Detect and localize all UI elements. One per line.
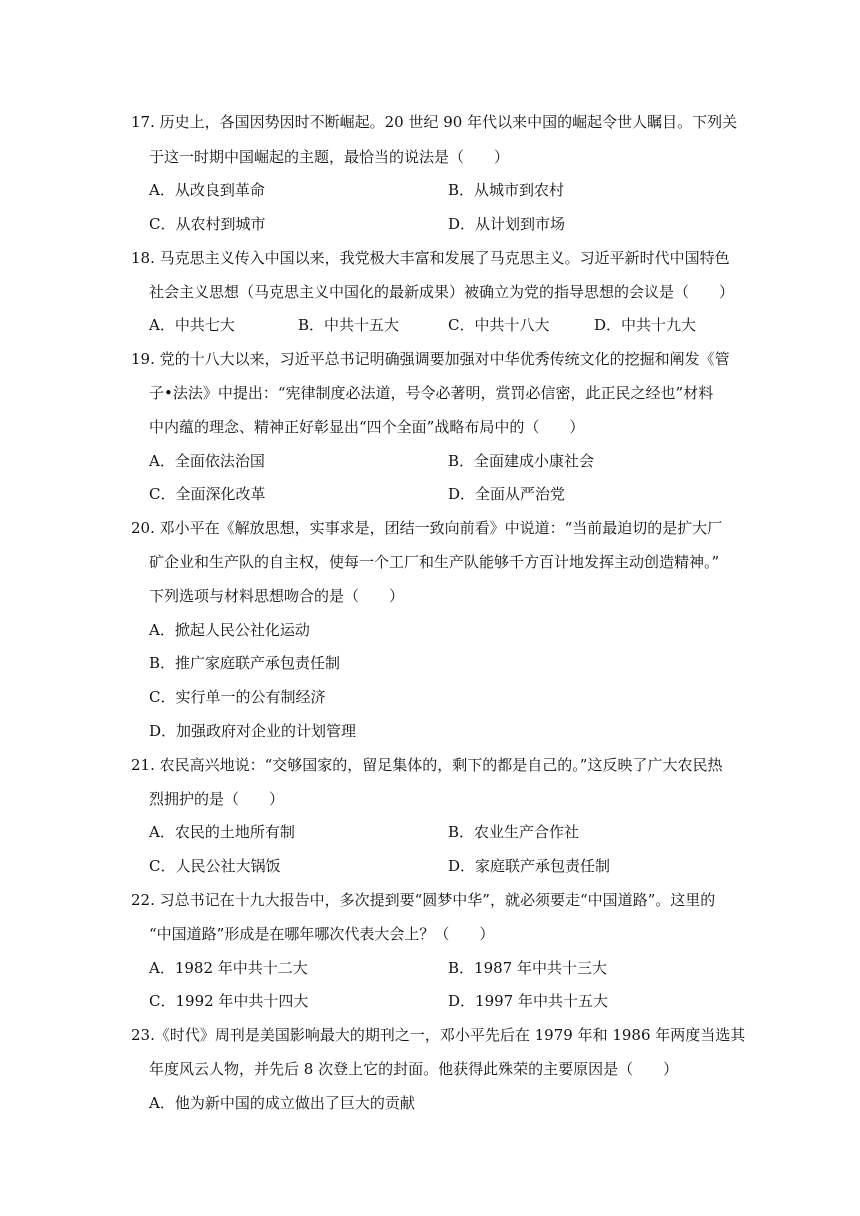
- question-20-option-b: B．推广家庭联产承包责任制: [149, 654, 341, 672]
- question-20-stem-line-2: 矿企业和生产队的自主权，使每一个工厂和生产队能够千方百计地发挥主动创造精神。”: [149, 553, 720, 571]
- question-18-option-b: B．中共十五大: [298, 316, 400, 334]
- question-21-stem-line-2: 烈拥护的是（ ）: [149, 790, 285, 808]
- question-18-option-d: D．中共十九大: [594, 316, 697, 334]
- question-17-option-c: C．从农村到城市: [149, 215, 266, 233]
- question-21-option-d: D．家庭联产承包责任制: [448, 857, 611, 875]
- question-19-stem-line-1: 19. 党的十八大以来，习近平总书记明确强调要加强对中华优秀传统文化的挖掘和阐发《管: [131, 350, 730, 368]
- question-23-option-a: A．他为新中国的成立做出了巨大的贡献: [149, 1094, 415, 1112]
- question-19-option-d: D．全面从严治党: [448, 485, 566, 503]
- question-21-option-b: B．农业生产合作社: [448, 823, 580, 841]
- question-22-stem-line-2: “中国道路”形成是在哪年哪次代表大会上？（ ）: [149, 925, 495, 943]
- question-20-option-c: C．实行单一的公有制经济: [149, 688, 326, 706]
- question-21-stem-line-1: 21. 农民高兴地说：“交够国家的，留足集体的，剩下的都是自己的。”这反映了广大农民热: [131, 756, 723, 774]
- question-18-stem-line-2: 社会主义思想（马克思主义中国化的最新成果）被确立为党的指导思想的会议是（ ）: [149, 283, 735, 301]
- question-19-stem-line-2: 子•法法》中提出：“宪律制度必法道，号令必著明，赏罚必信密，此正民之经也”材料: [149, 384, 714, 402]
- question-18-option-c: C．中共十八大: [448, 316, 550, 334]
- question-19-option-a: A．全面依法治国: [149, 452, 265, 470]
- question-20-stem-line-3: 下列选项与材料思想吻合的是（ ）: [149, 587, 405, 605]
- question-20-option-a: A．掀起人民公社化运动: [149, 621, 310, 639]
- question-20-option-d: D．加强政府对企业的计划管理: [149, 722, 357, 740]
- question-22-stem-line-1: 22. 习总书记在十九大报告中，多次提到要“圆梦中华”，就必须要走“中国道路”。这里的: [131, 891, 716, 909]
- question-18-stem-line-1: 18. 马克思主义传入中国以来，我党极大丰富和发展了马克思主义。习近平新时代中国特色: [131, 249, 730, 267]
- question-22-option-b: B．1987 年中共十三大: [448, 959, 607, 977]
- question-18-option-a: A．中共七大: [149, 316, 235, 334]
- question-22-option-d: D．1997 年中共十五大: [448, 992, 608, 1010]
- question-17-option-d: D．从计划到市场: [448, 215, 566, 233]
- question-23-stem-line-1: 23.《时代》周刊是美国影响最大的期刊之一，邓小平先后在 1979 年和 1986 年两度当选其: [131, 1026, 746, 1044]
- question-22-option-c: C．1992 年中共十四大: [149, 992, 309, 1010]
- question-17-stem-line-1: 17. 历史上，各国因势因时不断崛起。20 世纪 90 年代以来中国的崛起令世人瞩目。下列关: [131, 113, 738, 131]
- question-23-stem-line-2: 年度风云人物，并先后 8 次登上它的封面。他获得此殊荣的主要原因是（ ）: [149, 1060, 679, 1078]
- question-19-stem-line-3: 中内蕴的理念、精神正好彰显出“四个全面”战略布局中的（ ）: [149, 418, 585, 436]
- question-17-option-b: B．从城市到农村: [448, 181, 565, 199]
- question-17-option-a: A．从改良到革命: [149, 181, 265, 199]
- question-19-option-c: C．全面深化改革: [149, 485, 266, 503]
- question-17-stem-line-2: 于这一时期中国崛起的主题，最恰当的说法是（ ）: [149, 148, 510, 166]
- question-21-option-c: C．人民公社大锅饭: [149, 857, 281, 875]
- question-19-option-b: B．全面建成小康社会: [448, 452, 595, 470]
- question-21-option-a: A．农民的土地所有制: [149, 823, 295, 841]
- question-20-stem-line-1: 20. 邓小平在《解放思想，实事求是，团结一致向前看》中说道：“当前最迫切的是扩大厂: [131, 519, 723, 537]
- question-22-option-a: A．1982 年中共十二大: [149, 959, 308, 977]
